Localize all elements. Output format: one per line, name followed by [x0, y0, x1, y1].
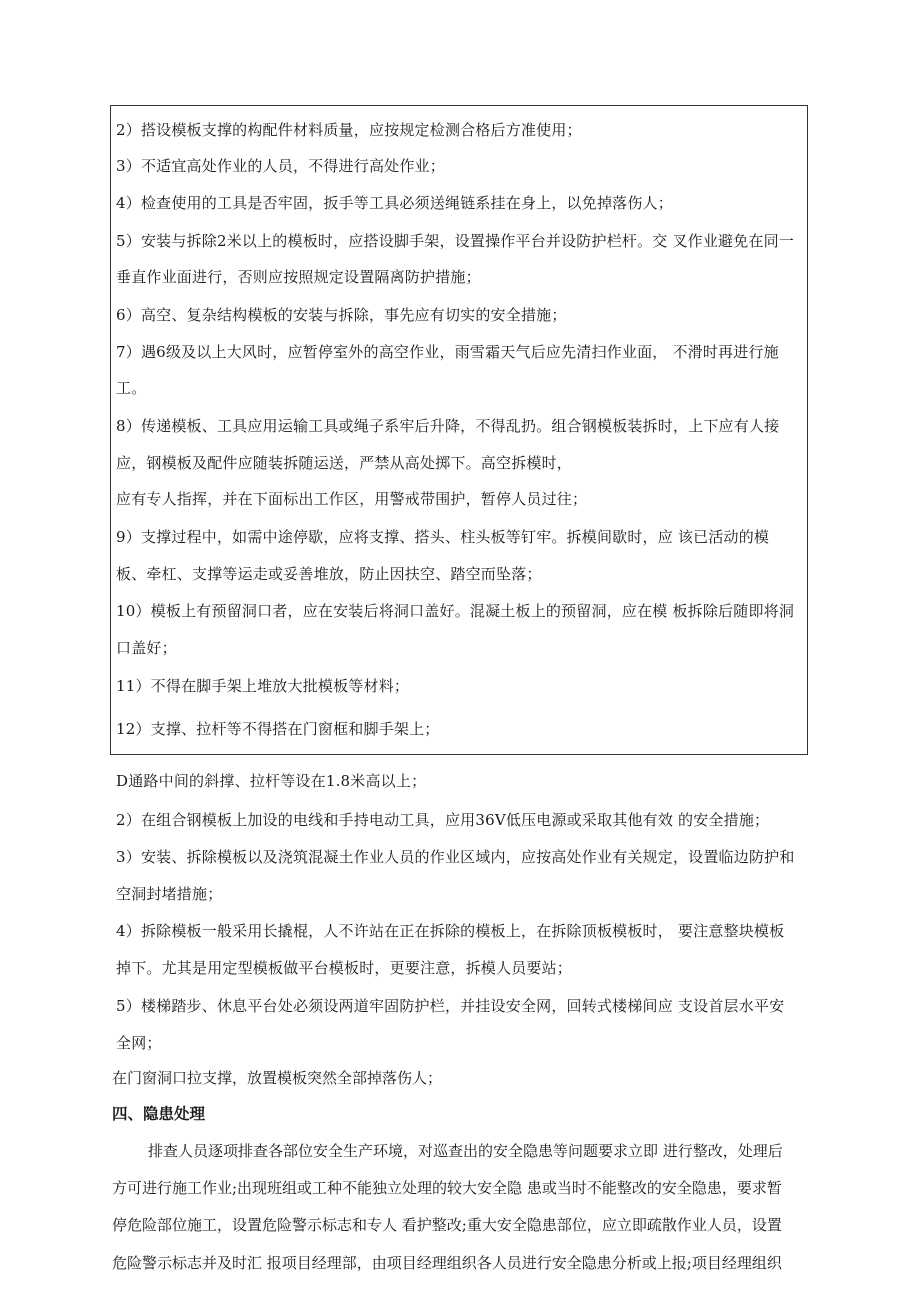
list-item: 6）高空、复杂结构模板的安装与拆除，事先应有切实的安全措施；: [116, 306, 567, 324]
list-item: 7）遇6级及以上大风时，应暂停室外的高空作业，雨雪霜天气后应先清扫作业面， 不滑时再进行施: [116, 343, 779, 361]
list-item: 11）不得在脚手架上堆放大批模板等材料；: [116, 677, 410, 695]
paragraph-line: 方可进行施工作业;出现班组或工种不能独立处理的较大安全隐 患或当时不能整改的安全隐患，要求暂: [112, 1179, 782, 1197]
list-item: 工。: [116, 379, 147, 397]
list-item: 4）检查使用的工具是否牢固，扳手等工具必须送绳链系挂在身上，以免掉落伤人；: [116, 194, 673, 212]
list-item: 9）支撑过程中，如需中途停歇，应将支撑、搭头、柱头板等钉牢。拆模间歇时，应 该已活动的模: [116, 528, 770, 546]
list-item: 应有专人指挥，并在下面标出工作区，用警戒带围护，暂停人员过往；: [116, 490, 588, 508]
list-item: 5）安装与拆除2米以上的模板时，应搭设脚手架，设置操作平台并设防护栏杆。交 叉作业避免在同一: [116, 232, 795, 250]
section-heading: 四、隐患处理: [112, 1105, 206, 1123]
list-item: 3）不适宜高处作业的人员，不得进行高处作业；: [116, 157, 445, 175]
list-item: 10）模板上有预留洞口者，应在安装后将洞口盖好。混凝土板上的预留洞，应在模 板拆除后随即将洞: [116, 602, 795, 620]
list-item: 掉下。尤其是用定型模板做平台模板时，更要注意，拆模人员要站；: [116, 959, 573, 977]
list-item: 3）安装、拆除模板以及浇筑混凝土作业人员的作业区域内，应按高处作业有关规定，设置临边防护和: [116, 848, 795, 866]
after-table-line: 在门窗洞口拉支撑，放置模板突然全部掉落伤人；: [112, 1069, 443, 1087]
paragraph-line: 停危险部位施工，设置危险警示标志和专人 看护整改;重大安全隐患部位，应立即疏散作业人员，设置: [112, 1216, 782, 1234]
list-item: 空洞封堵措施；: [116, 885, 223, 903]
list-item: 12）支撑、拉杆等不得搭在门窗框和脚手架上；: [116, 720, 440, 738]
list-item: 板、牵杠、支撑等运走或妥善堆放，防止因扶空、踏空而坠落；: [116, 565, 542, 583]
list-item: 口盖好；: [116, 639, 177, 657]
list-item: 2）在组合钢模板上加设的电线和手持电动工具，应用36V低压电源或采取其他有效 的安全措施；: [116, 811, 770, 829]
list-item: 全网；: [116, 1034, 162, 1052]
list-item: 应，钢模板及配件应随装拆随运送，严禁从高处掷下。高空拆模时，: [116, 454, 573, 472]
list-item: 2）搭设模板支撑的构配件材料质量，应按规定检测合格后方准使用；: [116, 121, 582, 139]
paragraph-line: 排查人员逐项排查各部位安全生产环境，对巡查出的安全隐患等问题要求立即 进行整改，处理后: [148, 1142, 783, 1160]
list-item: 5）楼梯踏步、休息平台处必须设两道牢固防护栏，并挂设安全网，回转式楼梯间应 支设首层水平安: [116, 997, 785, 1015]
list-item: 8）传递模板、工具应用运输工具或绳子系牢后升降，不得乱扔。组合钢模板装拆时，上下应有人接: [116, 417, 780, 435]
paragraph-line: 危险警示标志并及时汇 报项目经理部，由项目经理组织各人员进行安全隐患分析或上报;项目经理组织: [112, 1254, 782, 1272]
list-item: 4）拆除模板一般采用长撬棍，人不许站在正在拆除的模板上，在拆除顶板模板时， 要注意整块模板: [116, 922, 785, 940]
list-item: 垂直作业面进行，否则应按照规定设置隔离防护措施；: [116, 268, 481, 286]
list-item: D通路中间的斜撑、拉杆等设在1.8米高以上；: [116, 772, 427, 790]
